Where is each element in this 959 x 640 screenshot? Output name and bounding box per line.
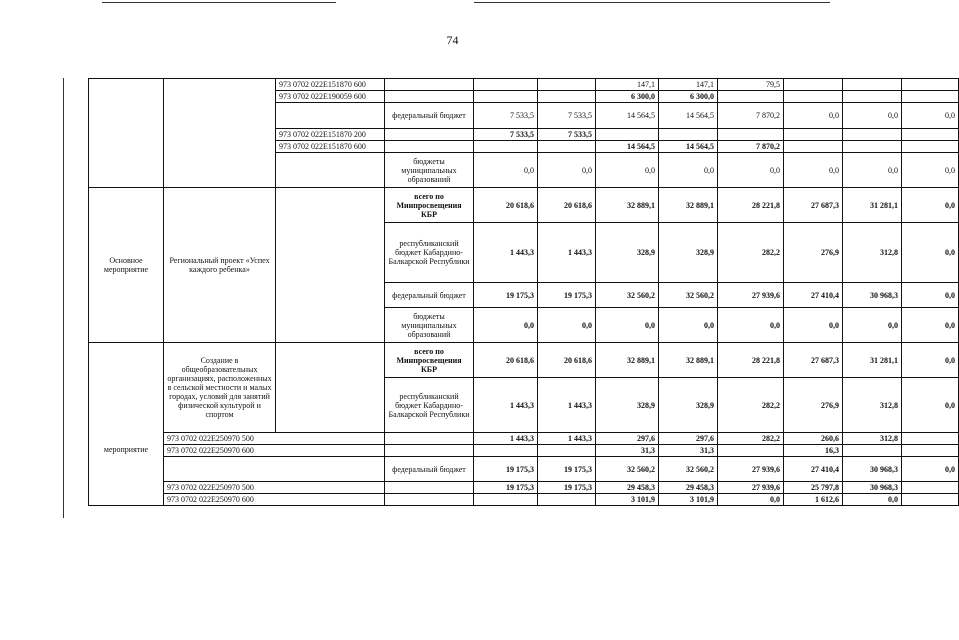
header-rule-right (474, 2, 830, 3)
value-cell (843, 445, 902, 457)
value-cell: 0,0 (784, 103, 843, 129)
value-cell: 7 533,5 (474, 129, 538, 141)
value-cell: 0,0 (538, 308, 596, 343)
value-cell: 297,6 (596, 433, 659, 445)
value-cell (902, 79, 959, 91)
value-cell: 0,0 (843, 153, 902, 188)
code-cell (164, 457, 385, 482)
value-cell: 14 564,5 (596, 141, 659, 153)
value-cell: 0,0 (596, 153, 659, 188)
activity-name-cell: Создание в общеобразовательных организациях, расположенных в сельской местности и малых городах, условий для занятий физической культурой и спортом (164, 343, 276, 433)
value-cell: 31,3 (596, 445, 659, 457)
value-cell: 32 889,1 (659, 188, 718, 223)
value-cell: 7 533,5 (474, 103, 538, 129)
value-cell: 1 612,6 (784, 494, 843, 506)
value-cell: 1 443,3 (474, 433, 538, 445)
code-cell: 973 0702 022E190059 600 (276, 91, 385, 103)
value-cell: 0,0 (784, 153, 843, 188)
value-cell: 27 939,6 (718, 457, 784, 482)
value-cell (596, 129, 659, 141)
source-cell (385, 91, 474, 103)
source-cell (385, 129, 474, 141)
value-cell: 276,9 (784, 223, 843, 283)
value-cell: 147,1 (659, 79, 718, 91)
value-cell: 20 618,6 (474, 188, 538, 223)
value-cell: 19 175,3 (538, 482, 596, 494)
value-cell: 0,0 (843, 308, 902, 343)
code-cell (276, 153, 385, 188)
value-cell (902, 91, 959, 103)
col-type-cell (89, 79, 164, 188)
source-cell: федеральный бюджет (385, 283, 474, 308)
value-cell (718, 91, 784, 103)
value-cell (784, 129, 843, 141)
value-cell: 27 687,3 (784, 188, 843, 223)
value-cell (902, 141, 959, 153)
source-cell (385, 494, 474, 506)
value-cell: 312,8 (843, 433, 902, 445)
value-cell: 14 564,5 (659, 141, 718, 153)
value-cell: 31,3 (659, 445, 718, 457)
value-cell (902, 129, 959, 141)
value-cell: 32 560,2 (659, 457, 718, 482)
activity-type-cell: Основное мероприятие (89, 188, 164, 343)
value-cell (718, 445, 784, 457)
activity-type-cell: мероприятие (89, 343, 164, 506)
value-cell: 0,0 (902, 283, 959, 308)
value-cell: 25 797,8 (784, 482, 843, 494)
value-cell: 328,9 (596, 223, 659, 283)
source-cell: бюджеты муниципальных образований (385, 308, 474, 343)
value-cell: 32 889,1 (596, 188, 659, 223)
value-cell: 312,8 (843, 223, 902, 283)
table-row (89, 457, 959, 482)
value-cell: 0,0 (784, 308, 843, 343)
value-cell: 27 939,6 (718, 482, 784, 494)
value-cell (902, 482, 959, 494)
value-cell: 20 618,6 (538, 188, 596, 223)
value-cell: 0,0 (902, 103, 959, 129)
activity-name-cell: Региональный проект «Успех каждого ребенка» (164, 188, 276, 343)
value-cell (843, 129, 902, 141)
value-cell: 27 410,4 (784, 283, 843, 308)
code-cell: 973 0702 022E151870 200 (276, 129, 385, 141)
value-cell: 79,5 (718, 79, 784, 91)
value-cell: 328,9 (659, 223, 718, 283)
value-cell: 6 300,0 (596, 91, 659, 103)
col-name-cell (164, 79, 276, 188)
code-cell: 973 0702 022E250970 500 (164, 433, 385, 445)
value-cell (538, 91, 596, 103)
value-cell: 32 889,1 (596, 343, 659, 378)
value-cell: 7 533,5 (538, 103, 596, 129)
code-cell: 973 0702 022E151870 600 (276, 141, 385, 153)
source-cell (385, 445, 474, 457)
value-cell: 1 443,3 (474, 223, 538, 283)
budget-table (88, 78, 959, 506)
value-cell: 0,0 (902, 223, 959, 283)
value-cell: 312,8 (843, 378, 902, 433)
value-cell: 0,0 (718, 494, 784, 506)
value-cell: 260,6 (784, 433, 843, 445)
page-number: 74 (446, 33, 459, 47)
value-cell (474, 141, 538, 153)
value-cell (538, 79, 596, 91)
value-cell: 0,0 (718, 153, 784, 188)
value-cell: 14 564,5 (659, 103, 718, 129)
value-cell (538, 494, 596, 506)
value-cell (474, 79, 538, 91)
value-cell (902, 445, 959, 457)
value-cell: 328,9 (659, 378, 718, 433)
value-cell: 31 281,1 (843, 188, 902, 223)
value-cell: 282,2 (718, 433, 784, 445)
value-cell (843, 141, 902, 153)
source-cell (385, 433, 474, 445)
value-cell (474, 445, 538, 457)
value-cell: 0,0 (659, 308, 718, 343)
value-cell (902, 433, 959, 445)
value-cell: 14 564,5 (596, 103, 659, 129)
value-cell: 0,0 (538, 153, 596, 188)
value-cell (659, 129, 718, 141)
value-cell: 27 687,3 (784, 343, 843, 378)
value-cell: 0,0 (659, 153, 718, 188)
value-cell (474, 91, 538, 103)
value-cell: 0,0 (902, 343, 959, 378)
value-cell: 0,0 (718, 308, 784, 343)
value-cell: 7 870,2 (718, 141, 784, 153)
value-cell: 1 443,3 (538, 433, 596, 445)
value-cell: 0,0 (902, 457, 959, 482)
value-cell: 27 410,4 (784, 457, 843, 482)
value-cell: 1 443,3 (538, 378, 596, 433)
value-cell (902, 494, 959, 506)
value-cell: 28 221,8 (718, 343, 784, 378)
value-cell: 0,0 (902, 308, 959, 343)
value-cell: 7 870,2 (718, 103, 784, 129)
source-cell (385, 141, 474, 153)
source-cell: всего по Минпросвещения КБР (385, 343, 474, 378)
value-cell: 30 968,3 (843, 283, 902, 308)
value-cell: 0,0 (902, 188, 959, 223)
value-cell (843, 91, 902, 103)
value-cell: 29 458,3 (596, 482, 659, 494)
value-cell: 19 175,3 (474, 283, 538, 308)
value-cell: 3 101,9 (659, 494, 718, 506)
value-cell: 19 175,3 (474, 482, 538, 494)
table-row (89, 79, 959, 91)
value-cell: 0,0 (902, 153, 959, 188)
value-cell: 1 443,3 (474, 378, 538, 433)
code-cell (276, 343, 385, 433)
code-cell (276, 103, 385, 129)
value-cell (784, 79, 843, 91)
value-cell: 19 175,3 (538, 283, 596, 308)
value-cell: 31 281,1 (843, 343, 902, 378)
table-row (89, 482, 959, 494)
value-cell: 1 443,3 (538, 223, 596, 283)
header-rule-left (102, 2, 336, 3)
table-row (89, 494, 959, 506)
source-cell: всего по Минпросвещения КБР (385, 188, 474, 223)
value-cell: 30 968,3 (843, 457, 902, 482)
value-cell: 19 175,3 (474, 457, 538, 482)
source-cell: федеральный бюджет (385, 457, 474, 482)
table-row (89, 433, 959, 445)
value-cell: 20 618,6 (474, 343, 538, 378)
table-row (89, 188, 959, 223)
value-cell: 276,9 (784, 378, 843, 433)
value-cell: 7 533,5 (538, 129, 596, 141)
value-cell (784, 141, 843, 153)
value-cell: 0,0 (902, 378, 959, 433)
value-cell: 6 300,0 (659, 91, 718, 103)
source-cell (385, 79, 474, 91)
value-cell (538, 141, 596, 153)
source-cell: бюджеты муниципальных образований (385, 153, 474, 188)
value-cell: 282,2 (718, 223, 784, 283)
value-cell (474, 494, 538, 506)
source-cell: республиканский бюджет Кабардино-Балкарской Республики (385, 378, 474, 433)
value-cell: 297,6 (659, 433, 718, 445)
source-cell: федеральный бюджет (385, 103, 474, 129)
value-cell: 3 101,9 (596, 494, 659, 506)
code-cell: 973 0702 022E250970 600 (164, 494, 385, 506)
value-cell: 0,0 (596, 308, 659, 343)
value-cell: 16,3 (784, 445, 843, 457)
value-cell: 32 560,2 (596, 283, 659, 308)
value-cell: 328,9 (596, 378, 659, 433)
value-cell: 0,0 (843, 103, 902, 129)
value-cell: 282,2 (718, 378, 784, 433)
code-cell: 973 0702 022E151870 600 (276, 79, 385, 91)
value-cell (538, 445, 596, 457)
value-cell: 147,1 (596, 79, 659, 91)
value-cell (784, 91, 843, 103)
value-cell: 20 618,6 (538, 343, 596, 378)
source-cell (385, 482, 474, 494)
code-cell: 973 0702 022E250970 600 (164, 445, 385, 457)
value-cell: 32 560,2 (596, 457, 659, 482)
source-cell: республиканский бюджет Кабардино-Балкарской Республики (385, 223, 474, 283)
value-cell: 0,0 (474, 153, 538, 188)
value-cell: 0,0 (843, 494, 902, 506)
value-cell: 30 968,3 (843, 482, 902, 494)
value-cell: 28 221,8 (718, 188, 784, 223)
value-cell (843, 79, 902, 91)
value-cell: 0,0 (474, 308, 538, 343)
value-cell: 19 175,3 (538, 457, 596, 482)
value-cell: 29 458,3 (659, 482, 718, 494)
table-row (89, 343, 959, 378)
code-cell: 973 0702 022E250970 500 (164, 482, 385, 494)
code-cell (276, 188, 385, 343)
value-cell: 32 560,2 (659, 283, 718, 308)
value-cell (718, 129, 784, 141)
value-cell: 32 889,1 (659, 343, 718, 378)
left-margin-rule (63, 78, 64, 518)
value-cell: 27 939,6 (718, 283, 784, 308)
table-row (89, 445, 959, 457)
